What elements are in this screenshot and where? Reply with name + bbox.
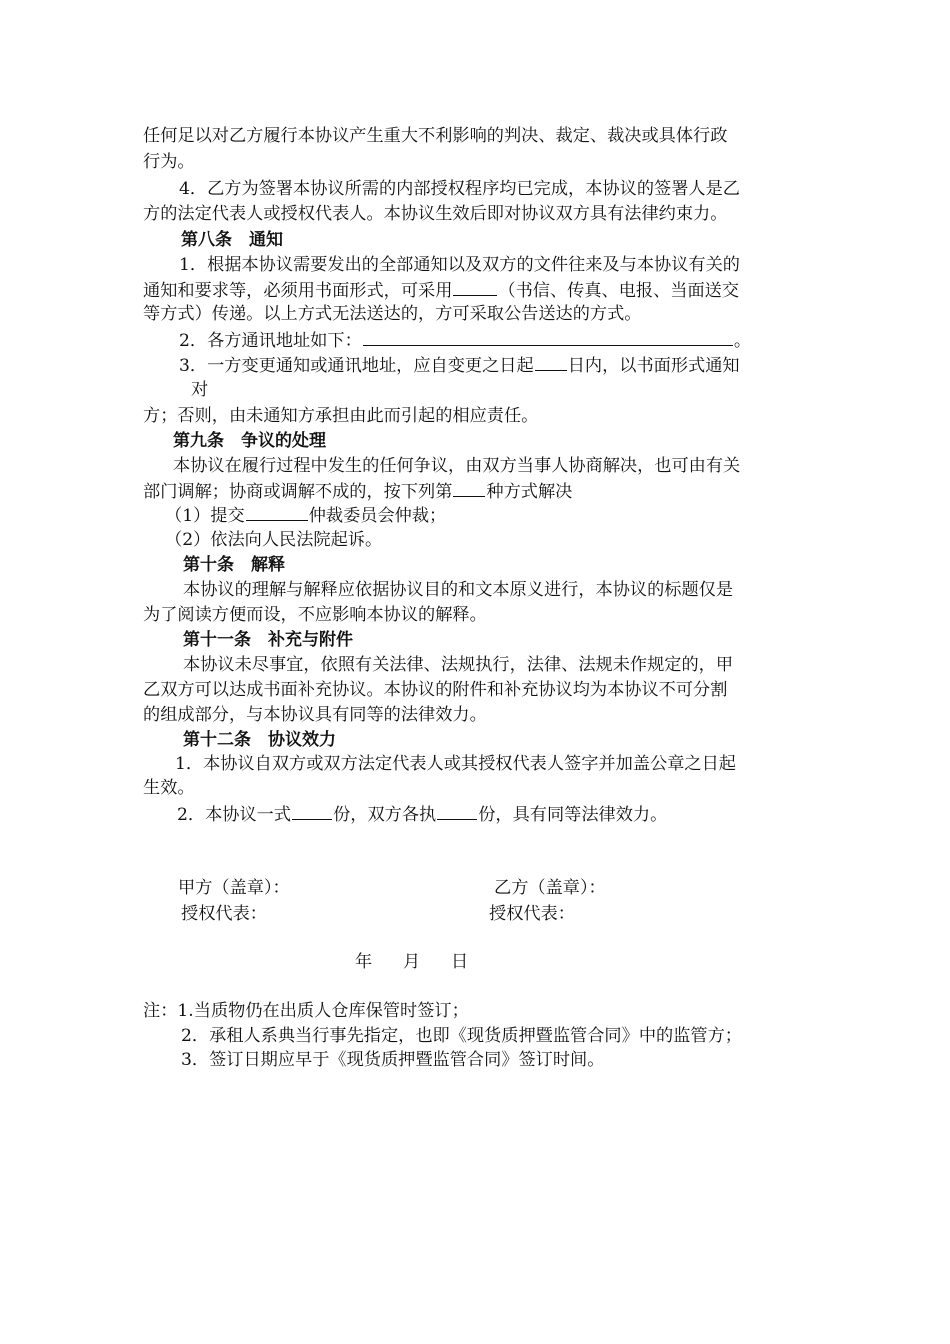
party-a-rep-label: 授权代表： — [181, 904, 267, 924]
paragraph-line: 任何足以对乙方履行本协议产生重大不利影响的判决、裁定、裁决或具体行政 — [143, 126, 728, 146]
paragraph-line: （2）依法向人民法院起诉。 — [165, 530, 383, 550]
paragraph-line: 对 — [191, 380, 209, 400]
fill-blank — [437, 802, 477, 820]
paragraph-line: 方的法定代表人或授权代表人。本协议生效后即对协议双方具有法律约束力。 — [143, 204, 728, 224]
fill-blank — [246, 503, 308, 521]
fill-blank — [292, 802, 332, 820]
date-year-label: 年 — [355, 952, 373, 972]
text-segment: 通知和要求等，必须用书面形式，可采用 — [143, 281, 453, 301]
note-line: 注：1.当质物仍在出质人仓库保管时签订； — [143, 1001, 469, 1021]
paragraph-line: 的组成部分，与本协议具有同等的法律效力。 — [143, 705, 487, 725]
note-line: 3．签订日期应早于《现货质押暨监管合同》签订时间。 — [181, 1050, 605, 1070]
article-title: 第十一条 补充与附件 — [183, 630, 353, 650]
date-day-label: 日 — [451, 952, 469, 972]
paragraph-line — [143, 479, 572, 504]
party-a-seal-label: 甲方（盖章）： — [178, 878, 290, 898]
paragraph-line: 行为。 — [143, 152, 195, 172]
paragraph-line — [165, 503, 446, 528]
note-line: 2．承租人系典当行事先指定，也即《现货质押暨监管合同》中的监管方； — [181, 1026, 742, 1046]
text-segment: （1）提交 — [165, 506, 245, 526]
text-segment: 2．各方通讯地址如下： — [179, 331, 362, 351]
paragraph-line: 等方式）传递。以上方式无法送达的，方可采取公告送达的方式。 — [143, 304, 642, 324]
date-month-label: 月 — [403, 952, 421, 972]
paragraph-line: 本协议在履行过程中发生的任何争议，由双方当事人协商解决，也可由有关 — [173, 456, 741, 476]
paragraph-line — [143, 278, 739, 303]
paragraph-line: 为了阅读方便而设，不应影响本协议的解释。 — [143, 605, 487, 625]
article-title: 第十二条 协议效力 — [183, 730, 336, 750]
text-segment: （书信、传真、电报、当面送交 — [498, 281, 740, 301]
text-segment: 。 — [733, 331, 752, 351]
party-b-seal-label: 乙方（盖章）： — [494, 878, 606, 898]
article-title: 第八条 通知 — [181, 230, 283, 250]
text-segment: 份，双方各执 — [333, 805, 437, 825]
paragraph-line: 本协议未尽事宜，依照有关法律、法规执行，法律、法规未作规定的，甲 — [183, 655, 734, 675]
paragraph-line: 乙双方可以达成书面补充协议。本协议的附件和补充协议均为本协议不可分割 — [143, 680, 728, 700]
text-segment: 3．一方变更通知或通讯地址，应自变更之日起 — [179, 356, 534, 376]
fill-blank — [453, 278, 497, 296]
fill-blank — [363, 328, 733, 346]
article-title: 第十条 解释 — [183, 555, 285, 575]
paragraph-line: 生效。 — [143, 778, 195, 798]
article-title: 第九条 争议的处理 — [173, 431, 326, 451]
text-segment: 2．本协议一式 — [177, 805, 292, 825]
paragraph-line: 本协议的理解与解释应依据协议目的和文本原义进行，本协议的标题仅是 — [183, 580, 734, 600]
paragraph-line: 方；否则，由未通知方承担由此而引起的相应责任。 — [143, 406, 539, 426]
text-segment: 部门调解；协商或调解不成的，按下列第 — [143, 482, 453, 502]
paragraph-line — [177, 802, 667, 827]
paragraph-line — [179, 328, 751, 353]
text-segment: 份，具有同等法律效力。 — [478, 805, 668, 825]
paragraph-line — [179, 353, 740, 378]
text-segment: 仲裁委员会仲裁； — [308, 506, 447, 526]
party-b-rep-label: 授权代表： — [489, 904, 575, 924]
text-segment: 日内，以书面形式通知 — [567, 356, 740, 376]
paragraph-line: 4．乙方为签署本协议所需的内部授权程序均已完成，本协议的签署人是乙 — [179, 179, 740, 199]
fill-blank — [453, 479, 485, 497]
text-segment: 种方式解决 — [486, 482, 573, 502]
paragraph-line: 1．根据本协议需要发出的全部通知以及双方的文件往来及与本协议有关的 — [179, 255, 740, 275]
paragraph-line: 1．本协议自双方或双方法定代表人或其授权代表人签字并加盖公章之日起 — [175, 754, 736, 774]
fill-blank — [535, 353, 567, 371]
